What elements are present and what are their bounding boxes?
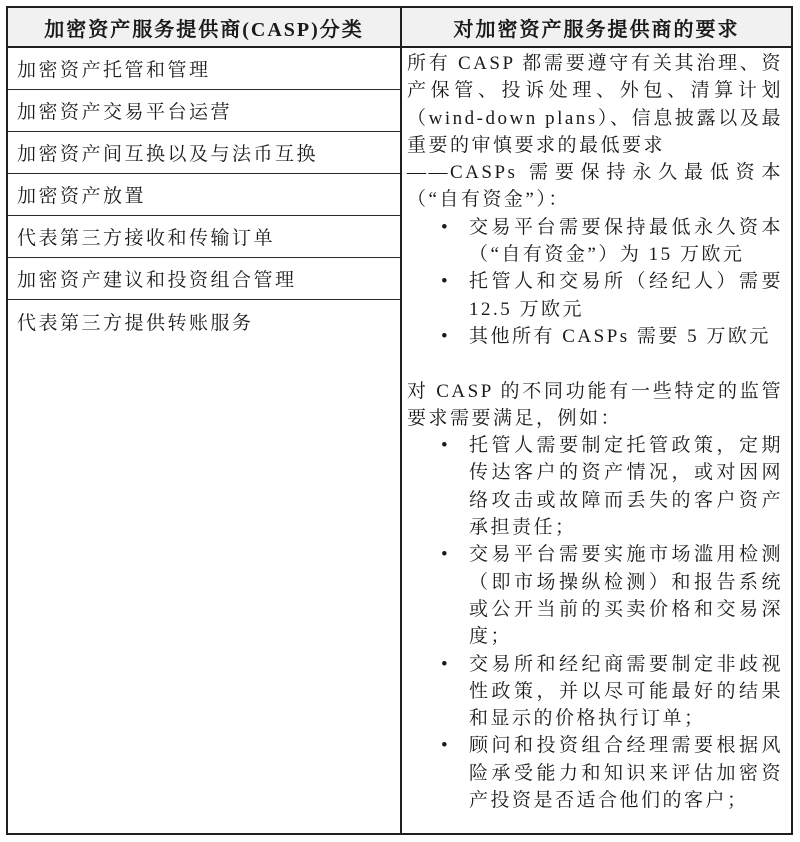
functions-intro-paragraph: 对 CASP 的不同功能有一些特定的监管要求需要满足，例如： [407,380,783,429]
list-item-text: 交易所和经纪商需要制定非歧视性政策，并以尽可能最好的结果和显示的价格执行订单； [469,653,783,730]
list-item [407,268,783,323]
list-item-text: 其他所有 CASPs 需要 5 万欧元 [469,325,771,347]
table-row: 加密资产交易平台运营 [8,90,400,132]
capital-requirement-line: ——CASPs 需要保持永久最低资本（“自有资金”）： [407,162,783,211]
paragraph-spacer [407,350,783,377]
table-header-row [8,8,791,48]
list-item-text: 交易平台需要保持最低永久资本（“自有资金”）为 15 万欧元 [469,216,783,266]
list-item [407,651,783,733]
table-row: 代表第三方提供转账服务 [17,313,254,334]
table-row: 加密资产托管和管理 [8,48,400,90]
table-row: 加密资产建议和投资组合管理 [8,258,400,300]
list-item-text: 顾问和投资组合经理需要根据风险承受能力和知识来评估加密资产投资是否适合他们的客户； [469,735,783,812]
bullet-icon: • [441,325,448,347]
bullet-icon: • [441,435,448,457]
list-item-text: 交易平台需要实施市场滥用检测（即市场操纵检测）和报告系统或公开当前的买卖价格和交易深度； [469,544,783,648]
table-row: 加密资产放置 [8,174,400,216]
header-casp-requirements: 对加密资产服务提供商的要求 [453,18,740,41]
bullet-icon: • [441,735,448,757]
list-item [407,323,783,350]
bullet-icon: • [441,216,448,238]
list-item-text: 托管人和交易所（经纪人）需要 12.5 万欧元 [469,271,783,320]
function-bullet-list [407,432,783,814]
requirements-cell [402,48,791,833]
list-item [407,541,783,650]
requirements-intro-paragraph: 所有 CASP 都需要遵守有关其治理、资产保管、投诉处理、外包、清算计划（wind-down plans）、信息披露以及最重要的审慎要求的最低要求 [407,53,783,156]
list-item [407,214,783,269]
table-row: 加密资产间互换以及与法币互换 [8,132,400,174]
list-item-text: 托管人需要制定托管政策，定期传达客户的资产情况，或对因网络攻击或故障而丢失的客户资产承担责任； [469,435,783,539]
classification-column [8,48,402,833]
table-body [8,48,791,833]
casp-table [6,6,793,835]
capital-bullet-list [407,214,783,350]
bullet-icon: • [441,271,448,293]
bullet-icon: • [441,653,448,675]
list-item [407,432,783,541]
header-casp-classification: 加密资产服务提供商(CASP)分类 [8,8,402,46]
table-row: 代表第三方接收和传输订单 [8,216,400,258]
list-item [407,732,783,814]
bullet-icon: • [441,544,448,566]
